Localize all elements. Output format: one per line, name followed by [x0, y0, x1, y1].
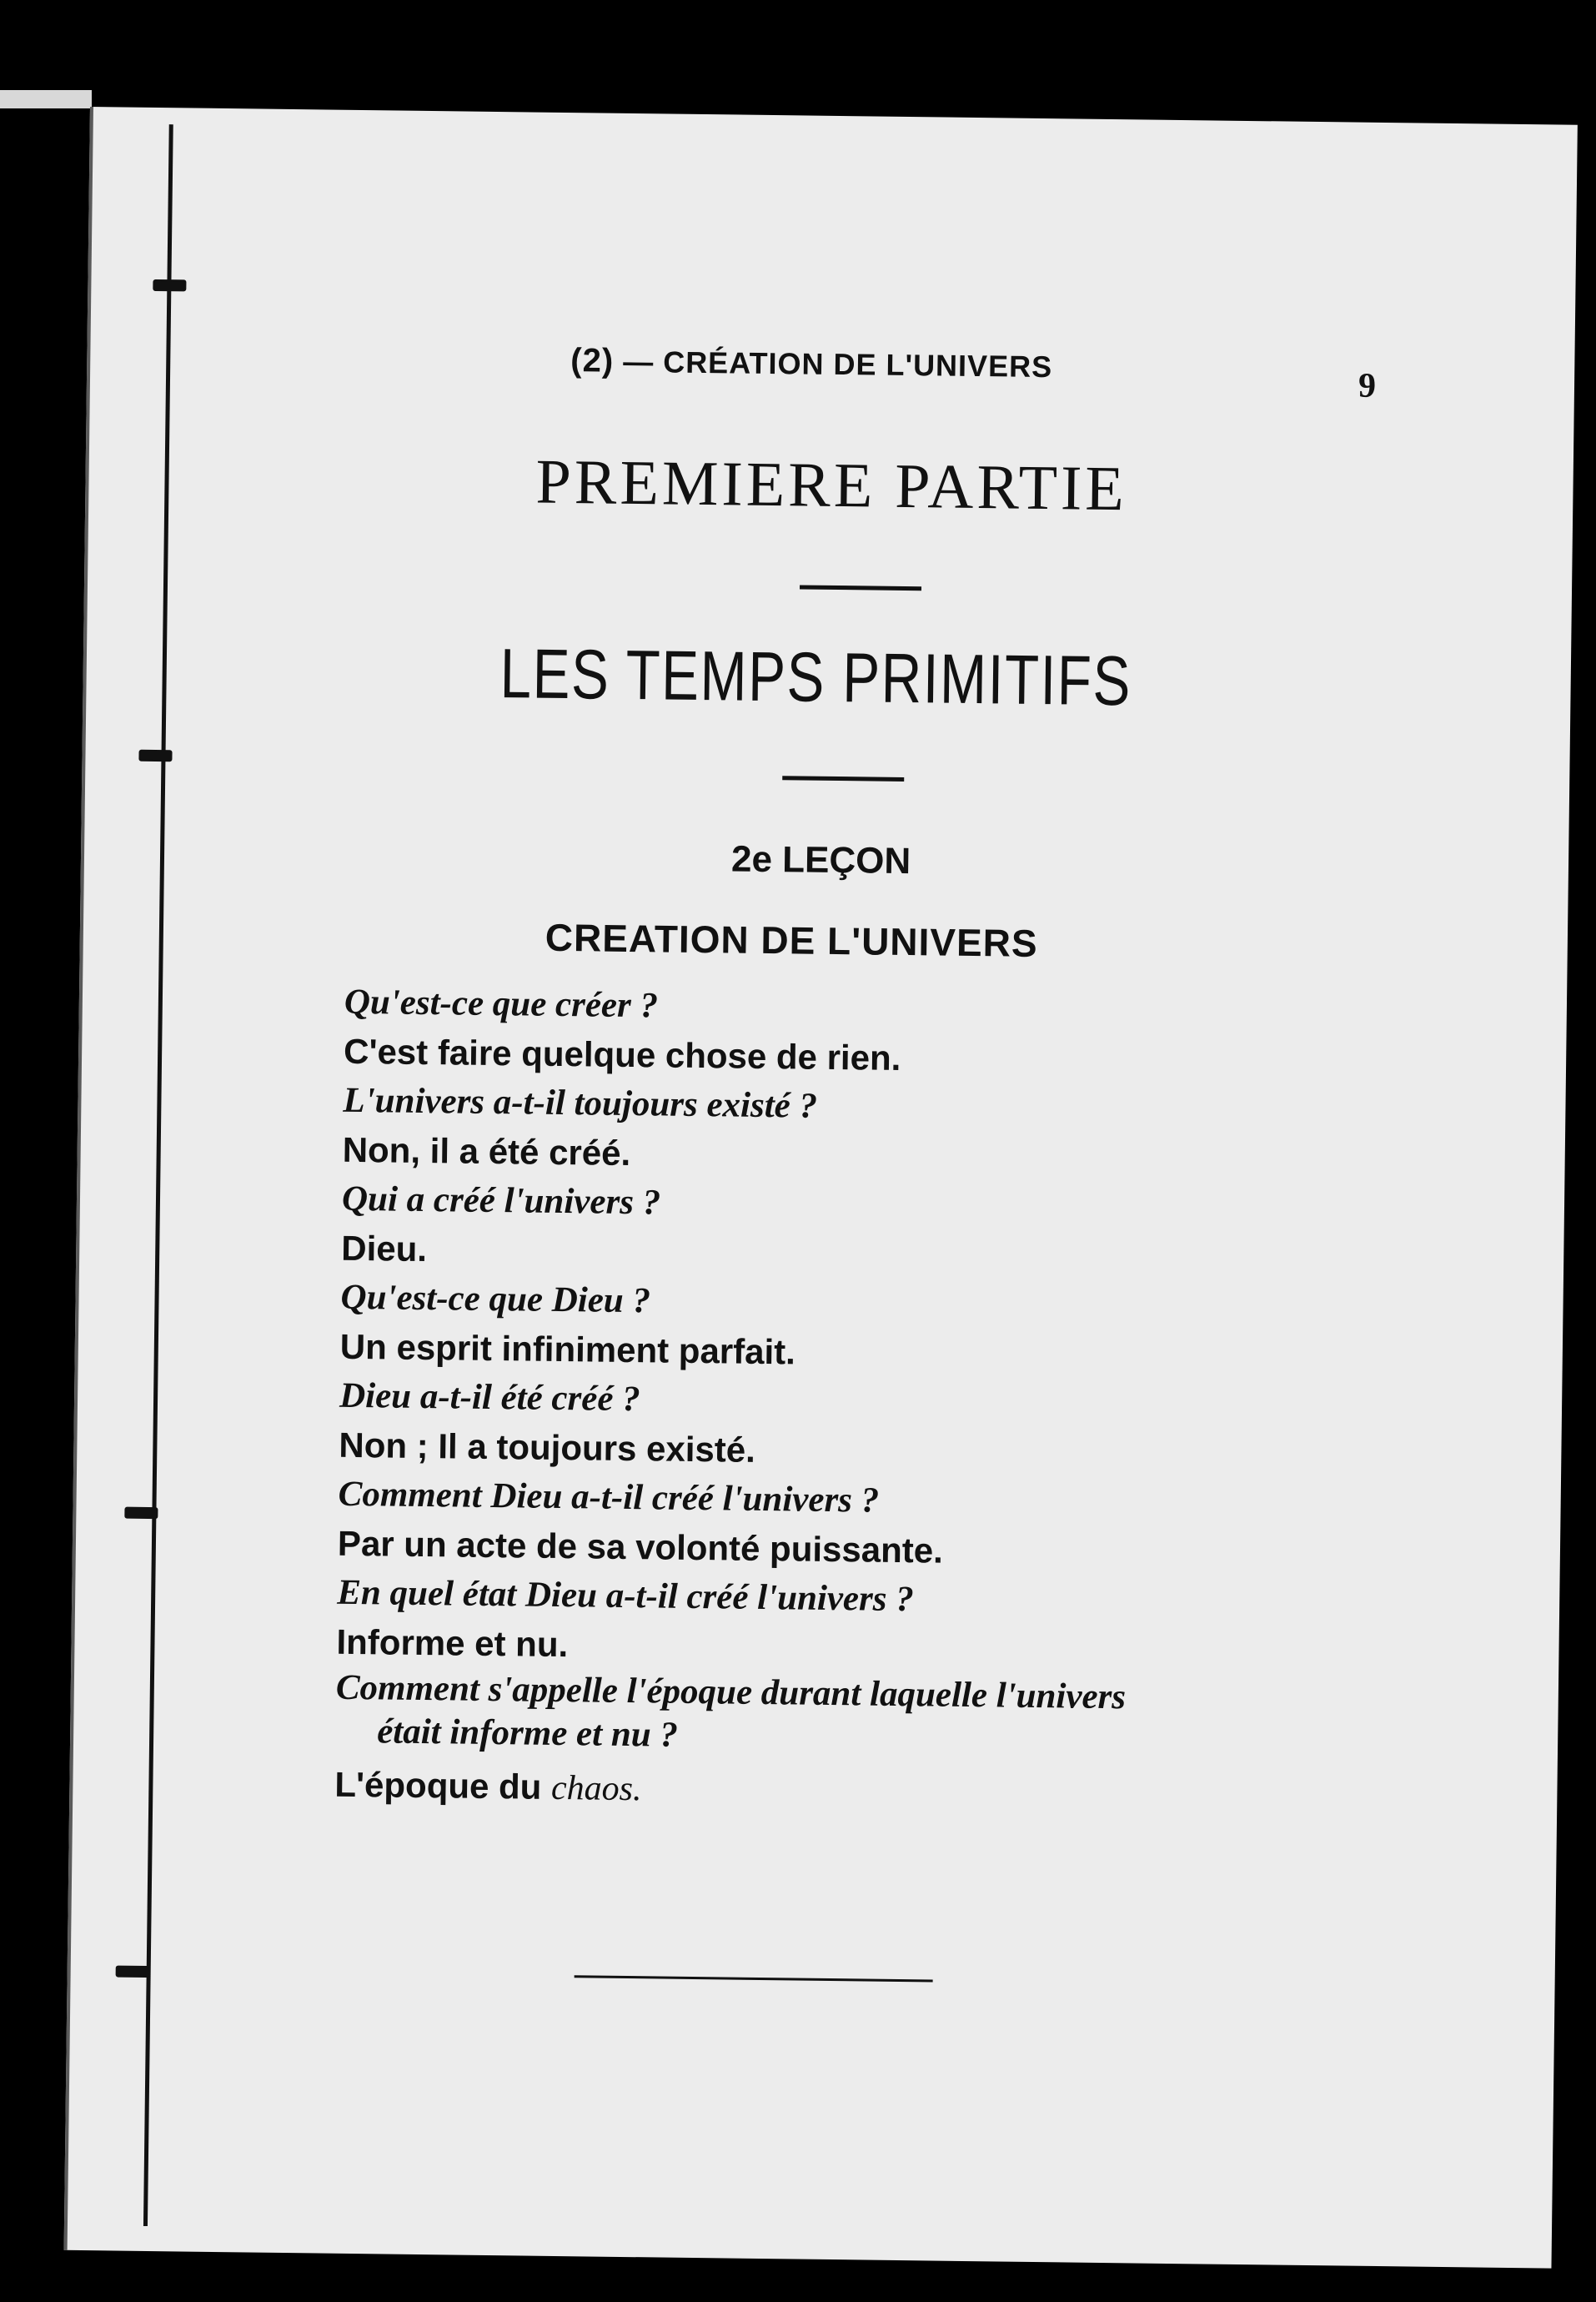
binding-staple: [116, 1966, 149, 1978]
question: L'univers a-t-il toujours existé ?: [343, 1080, 818, 1126]
end-rule: [575, 1975, 933, 1982]
question: [335, 1666, 1420, 1767]
running-head-number: (2): [570, 342, 615, 379]
binding-staple: [153, 279, 186, 291]
answer: Non ; Il a toujours existé.: [339, 1425, 756, 1470]
binding-staple: [138, 750, 172, 761]
page-edge: [64, 107, 93, 2250]
running-head-title: — CRÉATION DE L'UNIVERS: [622, 344, 1053, 385]
answer: Par un acte de sa volonté puissante.: [337, 1523, 944, 1571]
lesson-title: CREATION DE L'UNIVERS: [545, 915, 1038, 965]
question: Qui a créé l'univers ?: [341, 1179, 661, 1223]
book-page: [64, 107, 1578, 2269]
part-title: PREMIERE PARTIE: [535, 446, 1128, 525]
answer: Informe et nu.: [336, 1621, 569, 1665]
question: Dieu a-t-il été créé ?: [339, 1375, 640, 1420]
binding-line: [143, 124, 173, 2226]
lesson-number: 2e LEÇON: [730, 838, 911, 882]
question: Qu'est-ce que créer ?: [344, 982, 659, 1026]
question-line: Comment s'appelle l'époque durant laquelle l'univers: [335, 1667, 1127, 1717]
answer: [334, 1760, 1419, 1822]
answer-emphasis: chaos.: [550, 1768, 642, 1809]
section-title: LES TEMPS PRIMITIFS: [499, 634, 1132, 721]
divider-rule: [800, 585, 921, 591]
question: Qu'est-ce que Dieu ?: [340, 1277, 651, 1321]
scan-border-strip: [0, 90, 92, 108]
binding-staple: [124, 1507, 158, 1519]
running-head: [570, 342, 1052, 385]
answer: C'est faire quelque chose de rien.: [343, 1031, 901, 1078]
page-number: 9: [1358, 366, 1377, 405]
answer: Dieu.: [341, 1228, 428, 1269]
answer-text: L'époque du: [334, 1764, 542, 1807]
answer: Non, il a été créé.: [342, 1129, 631, 1174]
question-answer-list: [334, 978, 1428, 1822]
question: En quel état Dieu a-t-il créé l'univers ?: [336, 1572, 915, 1620]
answer: Un esprit infiniment parfait.: [339, 1326, 796, 1372]
question-continuation: était informe et nu ?: [376, 1711, 679, 1755]
divider-rule: [782, 776, 904, 782]
question: Comment Dieu a-t-il créé l'univers ?: [338, 1474, 880, 1520]
